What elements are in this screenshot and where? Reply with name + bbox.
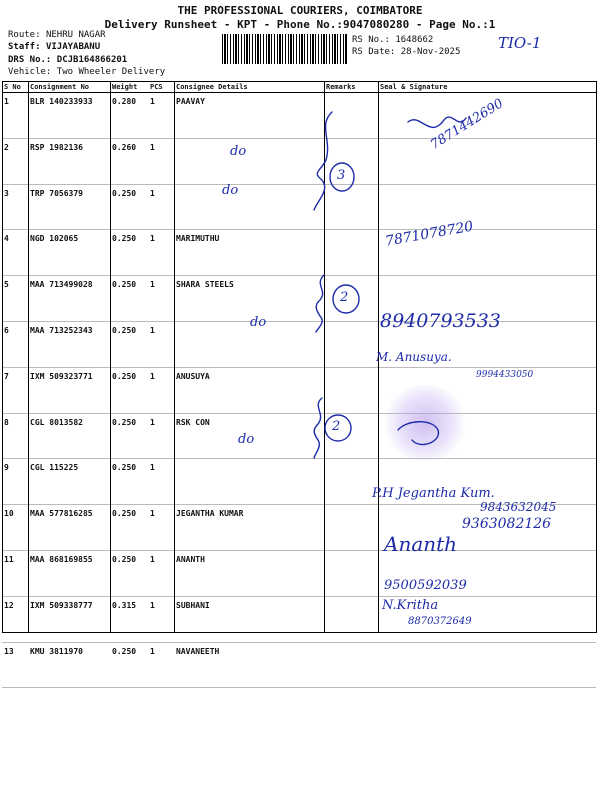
cell-consignment: MAA 577816285 xyxy=(28,505,110,551)
handwritten-phone: 8870372649 xyxy=(408,616,472,627)
cell-weight: 0.250 xyxy=(110,230,148,276)
cell-pcs: 1 xyxy=(148,505,174,551)
runsheet-subtitle: Delivery Runsheet - KPT - Phone No.:9047080280 - Page No.:1 xyxy=(104,18,496,31)
cell-sno: 7 xyxy=(2,367,28,413)
cell-pcs: 1 xyxy=(148,276,174,322)
cell-consignment: TRP 7056379 xyxy=(28,184,110,230)
handwritten-signature: P.H Jegantha Kum. xyxy=(372,486,495,501)
corner-handwritten-note: TIO-1 xyxy=(498,34,542,52)
handwritten-phone: 9363082126 xyxy=(462,516,552,532)
cell-consignment: MAA 868169855 xyxy=(28,550,110,596)
handwritten-signature: M. Anusuya. xyxy=(376,350,452,364)
cell-pcs: 1 xyxy=(148,596,174,642)
cell-consignee: PAAVAY xyxy=(174,93,324,139)
cell-pcs: 1 xyxy=(148,321,174,367)
count-3: 3 xyxy=(337,168,346,183)
cell-sno: 11 xyxy=(2,550,28,596)
handwritten-signature: Ananth xyxy=(384,532,458,556)
col-remarks: Remarks xyxy=(324,82,378,93)
cell-consignee: SHARA STEELS xyxy=(174,276,324,322)
cell-consignee: SUBHANI xyxy=(174,596,324,642)
cell-pcs: 1 xyxy=(148,413,174,459)
cell-consignment: MAA 713499028 xyxy=(28,276,110,322)
cell-sno: 5 xyxy=(2,276,28,322)
cell-pcs: 1 xyxy=(148,93,174,139)
handwritten-phone: 8940793533 xyxy=(380,310,501,332)
cell-weight: 0.250 xyxy=(110,413,148,459)
route-label: Route: xyxy=(8,30,41,40)
cell-sno: 9 xyxy=(2,459,28,505)
cell-sno: 1 xyxy=(2,93,28,139)
cell-consignment: IXM 509338777 xyxy=(28,596,110,642)
cell-pcs: 1 xyxy=(148,550,174,596)
count-2b: 2 xyxy=(332,419,341,434)
cell-consignee: NAVANEETH xyxy=(174,642,324,688)
cell-consignment: NGD 102065 xyxy=(28,230,110,276)
cell-pcs: 1 xyxy=(148,138,174,184)
cell-consignment: KMU 3811970 xyxy=(28,642,110,688)
cell-consignee: MARIMUTHU xyxy=(174,230,324,276)
count-2a: 2 xyxy=(340,290,349,305)
drs-value: DCJB164866201 xyxy=(56,55,128,65)
cell-consignment: RSP 1982136 xyxy=(28,138,110,184)
handwritten-phone: 9843632045 xyxy=(480,500,557,514)
col-sno: S No xyxy=(2,82,28,93)
company-title: THE PROFESSIONAL COURIERS, COIMBATORE xyxy=(177,4,423,17)
brace-rows-1-3 xyxy=(314,112,332,210)
cell-sno: 8 xyxy=(2,413,28,459)
cell-sno: 2 xyxy=(2,138,28,184)
ditto-mark: do xyxy=(250,315,267,330)
cell-weight: 0.250 xyxy=(110,459,148,505)
cell-pcs: 1 xyxy=(148,230,174,276)
cell-weight: 0.250 xyxy=(110,321,148,367)
ditto-mark: do xyxy=(230,144,247,159)
drs-label: DRS No.: xyxy=(8,55,52,65)
handwritten-phone: 9500592039 xyxy=(384,578,467,593)
cell-weight: 0.250 xyxy=(110,367,148,413)
brace-rows-5-6 xyxy=(316,275,324,332)
ditto-mark: do xyxy=(238,432,255,447)
cell-sno: 4 xyxy=(2,230,28,276)
col-pcs: PCS xyxy=(148,82,174,93)
vehicle-label: Vehicle: xyxy=(8,67,52,77)
cell-pcs: 1 xyxy=(148,367,174,413)
handwritten-signature: N.Kritha xyxy=(382,598,439,613)
cell-consignment: BLR 140233933 xyxy=(28,93,110,139)
cell-consignment: CGL 8013582 xyxy=(28,413,110,459)
handwritten-phone: 7871442690 xyxy=(428,96,507,153)
ditto-mark: do xyxy=(222,183,239,198)
tick-mark xyxy=(398,422,438,445)
col-seal-signature: Seal & Signature xyxy=(378,82,596,93)
route-value: NEHRU NAGAR xyxy=(45,30,106,40)
cell-consignment: CGL 115225 xyxy=(28,459,110,505)
rs-number: RS No.: 1648662 xyxy=(352,35,434,45)
rs-date: RS Date: 28-Nov-2025 xyxy=(352,47,461,57)
cell-sno: 6 xyxy=(2,321,28,367)
col-weight: Weight xyxy=(110,82,148,93)
cell-consignment: MAA 713252343 xyxy=(28,321,110,367)
cell-pcs: 1 xyxy=(148,642,174,688)
cell-weight: 0.250 xyxy=(110,184,148,230)
cell-weight: 0.260 xyxy=(110,138,148,184)
cell-consignment: IXM 509323771 xyxy=(28,367,110,413)
cell-sno: 10 xyxy=(2,505,28,551)
cell-consignee: ANUSUYA xyxy=(174,367,324,413)
cell-sno: 13 xyxy=(2,642,28,688)
cell-consignee: ANANTH xyxy=(174,550,324,596)
cell-weight: 0.250 xyxy=(110,276,148,322)
brace-rows-8-9 xyxy=(314,398,322,458)
staff-label: Staff: xyxy=(8,42,41,52)
col-consignment: Consignment No xyxy=(28,82,110,93)
cell-sno: 3 xyxy=(2,184,28,230)
staff-value: VIJAYABANU xyxy=(45,42,101,52)
vehicle-value: Two Wheeler Delivery xyxy=(56,67,166,77)
cell-weight: 0.315 xyxy=(110,596,148,642)
cell-consignee: JEGANTHA KUMAR xyxy=(174,505,324,551)
cell-consignee: RSK CON xyxy=(174,413,324,459)
handwritten-phone: 7871078720 xyxy=(384,218,475,250)
cell-pcs: 1 xyxy=(148,184,174,230)
cell-weight: 0.250 xyxy=(110,642,148,688)
cell-pcs: 1 xyxy=(148,459,174,505)
cell-weight: 0.250 xyxy=(110,505,148,551)
handwritten-phone: 9994433050 xyxy=(476,370,534,380)
cell-weight: 0.250 xyxy=(110,550,148,596)
cell-sno: 12 xyxy=(2,596,28,642)
cell-weight: 0.280 xyxy=(110,93,148,139)
col-consignee: Consignee Details xyxy=(174,82,324,93)
